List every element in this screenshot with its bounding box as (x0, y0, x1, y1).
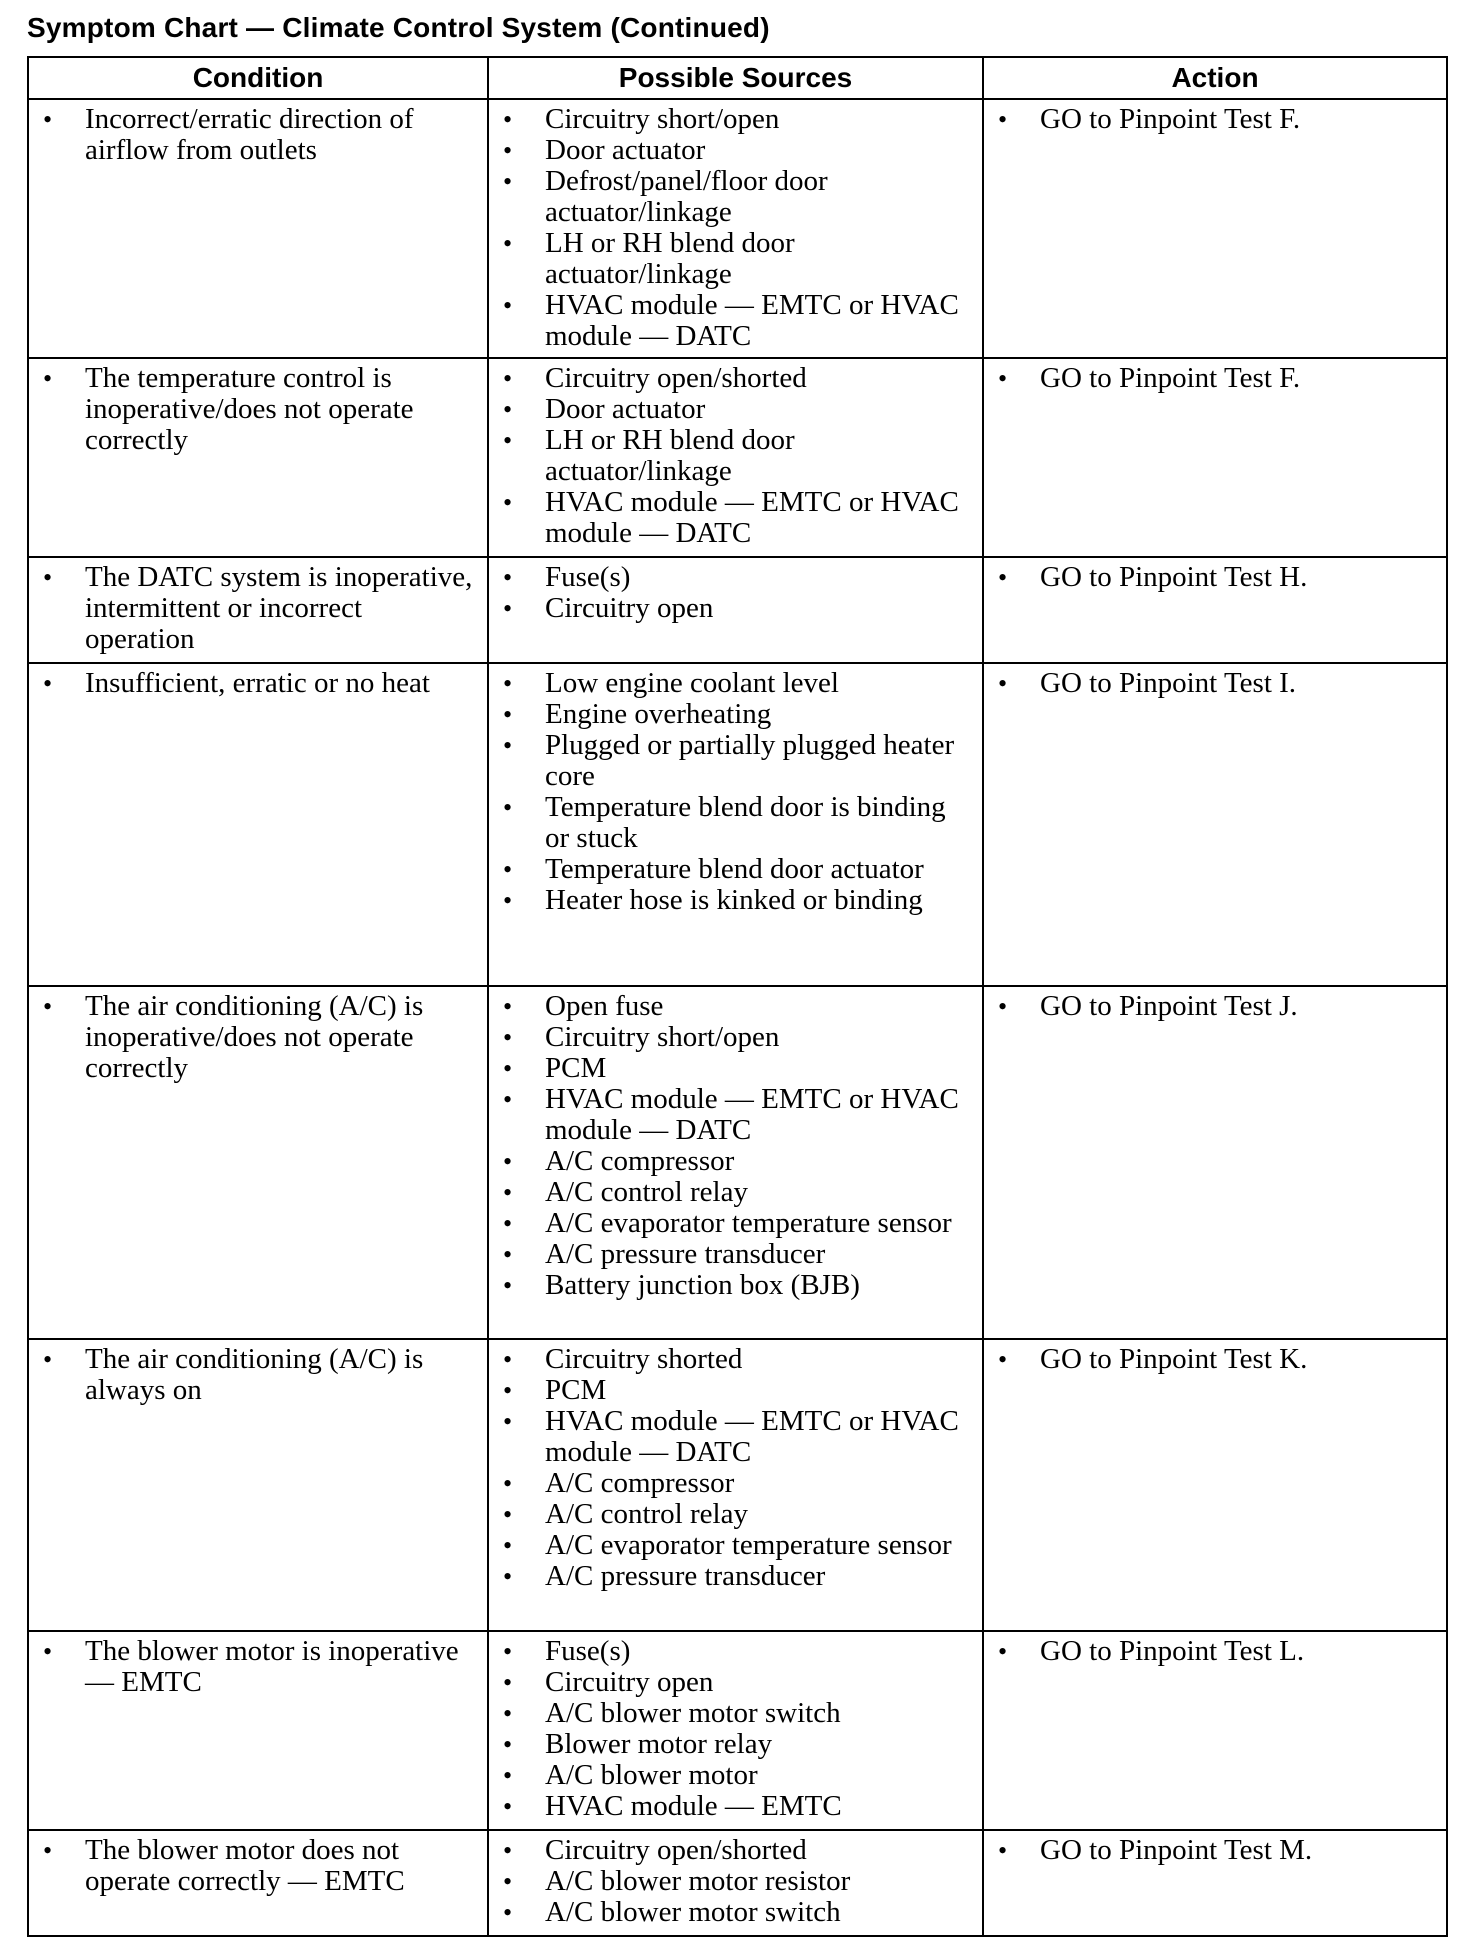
source-item: • Circuitry open/shorted (501, 363, 970, 394)
source-item: • A/C blower motor resistor (501, 1866, 970, 1897)
source-item: • PCM (501, 1053, 970, 1084)
source-item: • A/C compressor (501, 1468, 970, 1499)
table-row (28, 99, 1447, 358)
condition-text: • Incorrect/erratic direction of airflow from outlets (41, 104, 475, 166)
column-header-action: Action (983, 57, 1447, 99)
action-cell (983, 1830, 1447, 1936)
sources-cell (488, 986, 983, 1339)
source-item: • Circuitry short/open (501, 1022, 970, 1053)
condition-text: • The air conditioning (A/C) is inoperative/does not operate correctly (41, 991, 475, 1084)
source-item: • HVAC module — EMTC or HVAC module — DATC (501, 1406, 970, 1468)
source-item: • Temperature blend door actuator (501, 854, 970, 885)
table-row (28, 1830, 1447, 1936)
action-text: • GO to Pinpoint Test J. (996, 991, 1434, 1022)
table-row (28, 358, 1447, 557)
table-row (28, 557, 1447, 663)
source-item: • Blower motor relay (501, 1729, 970, 1760)
source-item: • Low engine coolant level (501, 668, 970, 699)
source-item: • A/C blower motor (501, 1760, 970, 1791)
source-item: • HVAC module — EMTC (501, 1791, 970, 1822)
condition-cell (28, 986, 488, 1339)
source-item: • LH or RH blend door actuator/linkage (501, 228, 970, 290)
source-item: • Circuitry open/shorted (501, 1835, 970, 1866)
source-item: • A/C blower motor switch (501, 1897, 970, 1928)
column-header-possible-sources: Possible Sources (488, 57, 983, 99)
condition-text: • The blower motor is inoperative — EMTC (41, 1636, 475, 1698)
source-item: • Heater hose is kinked or binding (501, 885, 970, 916)
condition-cell (28, 663, 488, 986)
action-cell (983, 1631, 1447, 1830)
sources-cell (488, 557, 983, 663)
source-item: • Plugged or partially plugged heater core (501, 730, 970, 792)
source-item: • Circuitry open (501, 1667, 970, 1698)
action-cell (983, 99, 1447, 358)
condition-text: • The blower motor does not operate correctly — EMTC (41, 1835, 475, 1897)
source-item: • A/C control relay (501, 1177, 970, 1208)
table-row (28, 1631, 1447, 1830)
condition-text: • Insufficient, erratic or no heat (41, 668, 475, 699)
source-item: • Circuitry shorted (501, 1344, 970, 1375)
source-item: • HVAC module — EMTC or HVAC module — DATC (501, 1084, 970, 1146)
page-title: Symptom Chart — Climate Control System (Continued) (27, 12, 770, 43)
source-item: • Fuse(s) (501, 1636, 970, 1667)
sources-cell (488, 1631, 983, 1830)
action-cell (983, 358, 1447, 557)
sources-cell (488, 99, 983, 358)
action-cell (983, 1339, 1447, 1631)
table-row (28, 663, 1447, 986)
condition-cell (28, 99, 488, 358)
condition-text: • The air conditioning (A/C) is always on (41, 1344, 475, 1406)
action-cell (983, 663, 1447, 986)
source-item: • A/C pressure transducer (501, 1239, 970, 1270)
source-item: • LH or RH blend door actuator/linkage (501, 425, 970, 487)
source-item: • HVAC module — EMTC or HVAC module — DATC (501, 487, 970, 549)
action-cell (983, 986, 1447, 1339)
source-item: • Circuitry open (501, 593, 970, 624)
source-item: • A/C pressure transducer (501, 1561, 970, 1592)
action-text: • GO to Pinpoint Test M. (996, 1835, 1434, 1866)
sources-cell (488, 1339, 983, 1631)
condition-cell (28, 358, 488, 557)
source-item: • Open fuse (501, 991, 970, 1022)
symptom-chart-table (27, 56, 1448, 1937)
source-item: • Battery junction box (BJB) (501, 1270, 970, 1301)
action-text: • GO to Pinpoint Test L. (996, 1636, 1434, 1667)
source-item: • A/C blower motor switch (501, 1698, 970, 1729)
action-text: • GO to Pinpoint Test F. (996, 363, 1434, 394)
action-text: • GO to Pinpoint Test F. (996, 104, 1434, 135)
condition-text: • The temperature control is inoperative/does not operate correctly (41, 363, 475, 456)
source-item: • A/C compressor (501, 1146, 970, 1177)
action-text: • GO to Pinpoint Test H. (996, 562, 1434, 593)
table-row (28, 986, 1447, 1339)
source-item: • Door actuator (501, 394, 970, 425)
condition-cell (28, 1830, 488, 1936)
condition-cell (28, 557, 488, 663)
source-item: • Temperature blend door is binding or stuck (501, 792, 970, 854)
source-item: • Defrost/panel/floor door actuator/linkage (501, 166, 970, 228)
action-text: • GO to Pinpoint Test I. (996, 668, 1434, 699)
sources-cell (488, 663, 983, 986)
source-item: • A/C evaporator temperature sensor (501, 1208, 970, 1239)
sources-cell (488, 1830, 983, 1936)
condition-cell (28, 1339, 488, 1631)
source-item: • A/C evaporator temperature sensor (501, 1530, 970, 1561)
sources-cell (488, 358, 983, 557)
condition-text: • The DATC system is inoperative, intermittent or incorrect operation (41, 562, 475, 655)
source-item: • Engine overheating (501, 699, 970, 730)
table-row (28, 1339, 1447, 1631)
condition-cell (28, 1631, 488, 1830)
source-item: • Fuse(s) (501, 562, 970, 593)
source-item: • Door actuator (501, 135, 970, 166)
action-text: • GO to Pinpoint Test K. (996, 1344, 1434, 1375)
column-header-condition: Condition (28, 57, 488, 99)
action-cell (983, 557, 1447, 663)
source-item: • PCM (501, 1375, 970, 1406)
source-item: • HVAC module — EMTC or HVAC module — DATC (501, 290, 970, 352)
table-header-row (28, 57, 1447, 99)
source-item: • A/C control relay (501, 1499, 970, 1530)
source-item: • Circuitry short/open (501, 104, 970, 135)
